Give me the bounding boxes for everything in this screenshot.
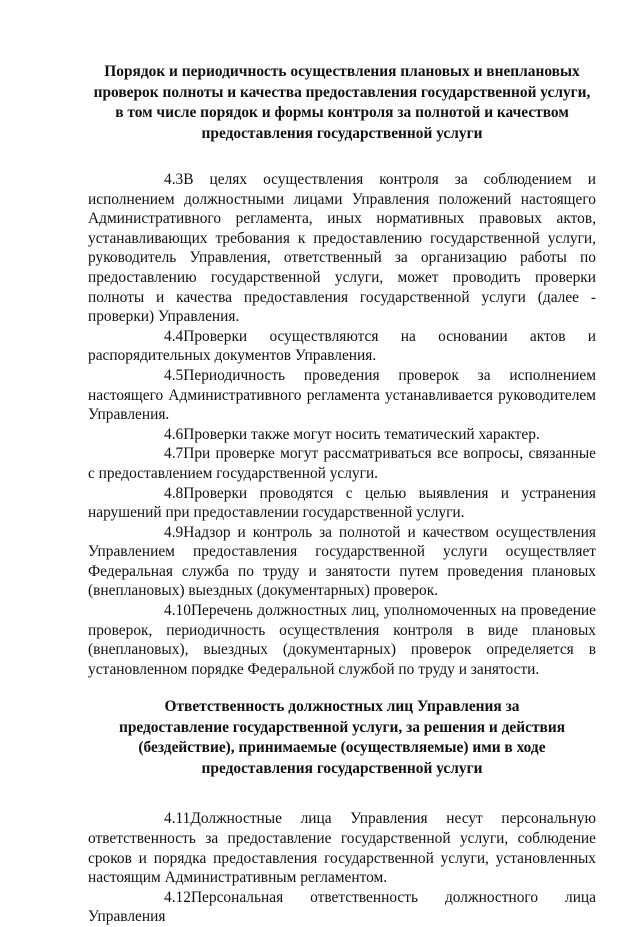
paragraph-4-12 xyxy=(88,888,596,927)
document-page xyxy=(88,62,596,927)
paragraph-text: Перечень должностных лиц, уполномоченных на проведение проверок, периодичность осуществления контроля в виде плановых (внеплановых), выездных (документарных) проверок определяется в установленном порядке Федеральной службой по труду и занятости. xyxy=(88,602,596,678)
section-heading-responsibility: Ответственность должностных лиц Управления за предоставление государственной услуги, за решения и действия (бездействие), принимаемые (осуществляемые) ими в ходе предоставления государственной услуги xyxy=(118,698,566,777)
paragraph-text: Проверки проводятся с целью выявления и устранения нарушений при предоставлении государственной услуги. xyxy=(88,484,596,522)
paragraph-number: 4.3 xyxy=(164,171,184,188)
paragraph-number: 4.6 xyxy=(164,425,184,443)
paragraph-4-8 xyxy=(88,484,596,523)
paragraph-number: 4.12 xyxy=(164,888,191,906)
paragraph-text: Персональная ответственность должностного лица Управления xyxy=(88,888,596,926)
paragraph-text: При проверке могут рассматриваться все вопросы, связанные с предоставлением государственной услуги. xyxy=(88,445,596,482)
paragraph-number: 4.7 xyxy=(164,445,184,463)
paragraph-text: Проверки также могут носить тематический характер. xyxy=(183,425,540,443)
paragraph-number: 4.11 xyxy=(164,810,191,828)
paragraph-number: 4.4 xyxy=(164,327,184,345)
paragraph-text: Надзор и контроль за полнотой и качеством осуществления Управлением предоставления государственной услуги осуществляет Федеральная служба по труду и занятости путем проведения плановых (внеплановых) выездных (документарных) проверок. xyxy=(88,523,596,600)
paragraph-4-10 xyxy=(88,601,596,679)
paragraph-4-9 xyxy=(88,523,596,601)
paragraph-number: 4.8 xyxy=(164,484,184,502)
paragraph-text: Должностные лица Управления несут персональную ответственность за предоставление государственной услуги, соблюдение сроков и порядка предоставления государственной услуги, установленных настоящим Административным регламентом. xyxy=(88,810,596,887)
section-heading-inspections: Порядок и периодичность осуществления плановых и внеплановых проверок полноты и качества предоставления государственной услуги, в том числе порядок и формы контроля за полнотой и качеством предоставления государственной услуги xyxy=(93,63,591,142)
paragraph-number: 4.5 xyxy=(164,366,184,384)
paragraph-number: 4.10 xyxy=(164,602,191,620)
paragraph-text: Периодичность проведения проверок за исполнением настоящего Административного регламента устанавливается руководителем Управления. xyxy=(88,366,596,424)
paragraph-4-4 xyxy=(88,327,596,366)
paragraph-text: Проверки осуществляются на основании актов и распорядительных документов Управления. xyxy=(88,327,596,365)
paragraph-4-7 xyxy=(88,444,596,483)
paragraph-4-3 xyxy=(88,170,596,327)
paragraph-4-5 xyxy=(88,366,596,425)
paragraph-text: В целях осуществления контроля за соблюдением и исполнением должностными лицами Управления положений настоящего Административного регламента, иных нормативных правовых актов, устанавливающих требования к предоставлению государственной услуги, руководитель Управления, ответственный за организацию работы по предоставлению государственной услуги, может проводить проверки полноты и качества предоставления государственной услуги (далее - проверки) Управления. xyxy=(88,171,596,326)
paragraph-4-11 xyxy=(88,809,596,887)
paragraph-number: 4.9 xyxy=(164,523,184,541)
paragraph-4-6 xyxy=(88,425,596,445)
